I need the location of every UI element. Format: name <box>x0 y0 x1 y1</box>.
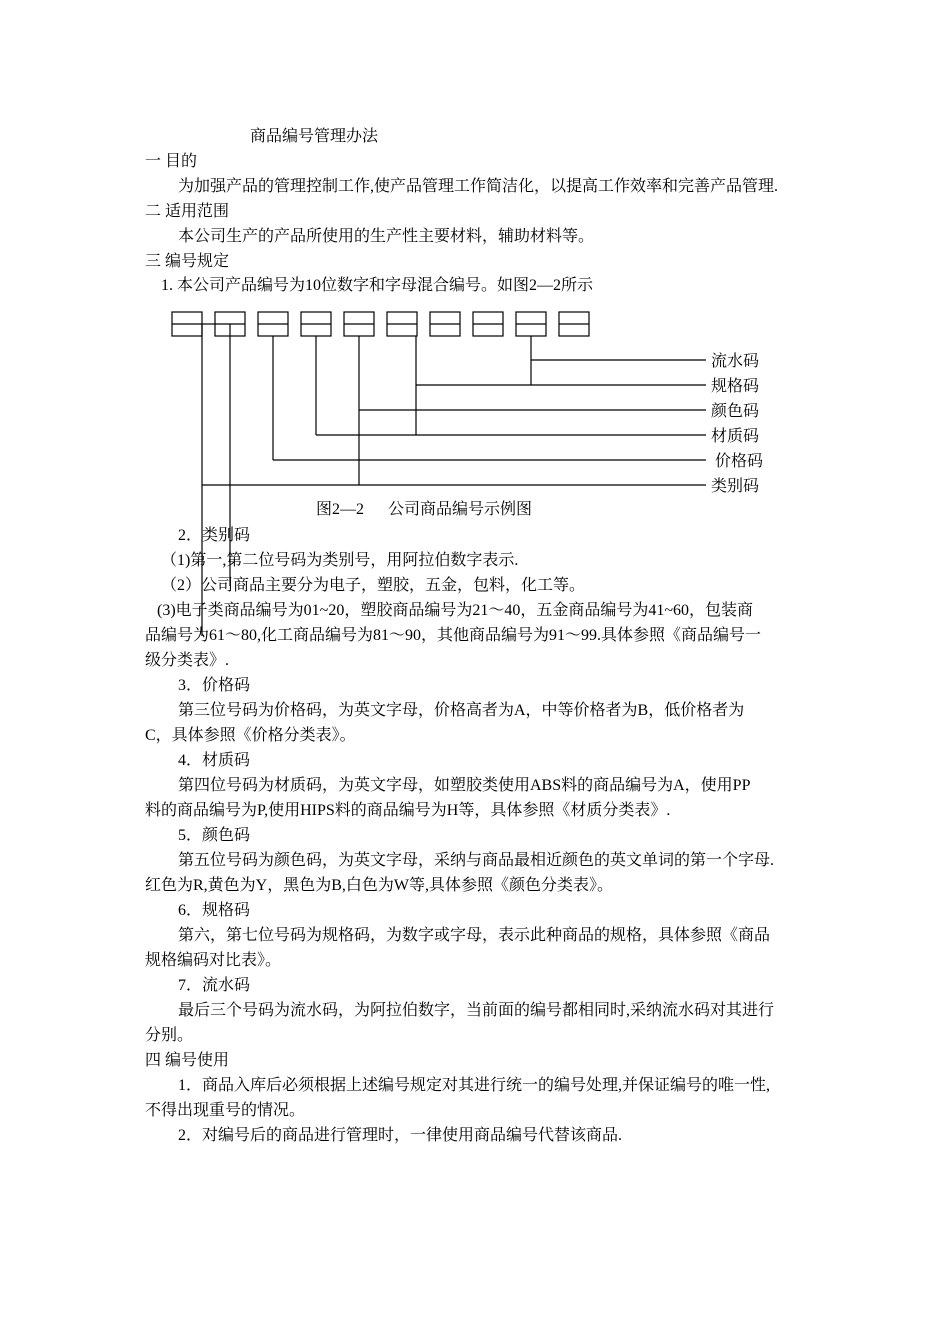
paragraph-line: 分别。 <box>145 1027 194 1044</box>
paragraph-line: 第五位号码为颜色码，为英文字母，采纳与商品最相近颜色的英文单词的第一个字母. <box>178 852 775 869</box>
label-color-code: 颜色码 <box>711 403 760 420</box>
paragraph-line: 1. 本公司产品编号为10位数字和字母混合编号。如图2—2所示 <box>161 277 594 294</box>
paragraph-line: 1．商品入库后必须根据上述编号规定对其进行统一的编号处理,并保证编号的唯一性, <box>178 1077 771 1094</box>
paragraph-line: 第四位号码为材质码，为英文字母，如塑胶类使用ABS料的商品编号为A，使用PP <box>178 777 751 794</box>
label-price-code: 价格码 <box>715 453 764 470</box>
paragraph-line: 品编号为61～80,化工商品编号为81～90，其他商品编号为91～99.具体参照《商品编号一 <box>145 627 762 644</box>
diagram-caption: 图2—2 公司商品编号示例图 <box>316 501 533 518</box>
paragraph-line: 第三位号码为价格码，为英文字母，价格高者为A，中等价格者为B，低价格者为 <box>178 702 745 719</box>
subheading-color: 5．颜色码 <box>178 827 251 844</box>
paragraph-line: （2）公司商品主要分为电子，塑胶，五金，包料，化工等。 <box>161 577 586 594</box>
paragraph-line: C，具体参照《价格分类表》。 <box>145 727 356 744</box>
label-serial-code: 流水码 <box>711 353 760 370</box>
paragraph-line: 本公司生产的产品所使用的生产性主要材料，辅助材料等。 <box>178 228 595 245</box>
code-digit-boxes <box>172 312 589 336</box>
subheading-spec: 6．规格码 <box>178 902 251 919</box>
paragraph-line: 为加强产品的管理控制工作,使产品管理工作简洁化，以提高工作效率和完善产品管理. <box>178 178 779 195</box>
label-material-code: 材质码 <box>711 428 760 445</box>
paragraph-line: 规格编码对比表》。 <box>145 952 282 969</box>
paragraph-line: 料的商品编号为P,使用HIPS料的商品编号为H等，具体参照《材质分类表》. <box>145 802 671 819</box>
paragraph-line: (3)电子类商品编号为01~20，塑胶商品编号为21～40，五金商品编号为41~60，包装商 <box>157 602 753 619</box>
subheading-price: 3．价格码 <box>178 677 251 694</box>
paragraph-line: 级分类表》. <box>145 652 230 669</box>
diagram-labels <box>711 352 763 495</box>
subheading-serial: 7．流水码 <box>178 977 251 994</box>
label-category-code: 类别码 <box>711 478 760 495</box>
section-heading-rules: 三 编号规定 <box>145 253 230 270</box>
section-heading-purpose: 一 目的 <box>145 153 198 170</box>
section-heading-usage: 四 编号使用 <box>145 1052 230 1069</box>
subheading-category: 2．类别码 <box>178 527 251 544</box>
paragraph-line: 最后三个号码为流水码，为阿拉伯数字，当前面的编号都相同时,采纳流水码对其进行 <box>178 1002 775 1019</box>
subheading-material: 4．材质码 <box>178 752 251 769</box>
paragraph-line: 红色为R,黄色为Y，黑色为B,白色为W等,具体参照《颜色分类表》。 <box>145 877 614 894</box>
section-heading-scope: 二 适用范围 <box>145 203 230 220</box>
code-structure-diagram <box>0 0 950 640</box>
paragraph-line: （1)第一,第二位号码为类别号，用阿拉伯数字表示. <box>161 552 519 569</box>
paragraph-line: 不得出现重号的情况。 <box>145 1102 306 1119</box>
paragraph-line: 第六，第七位号码为规格码，为数字或字母，表示此种商品的规格，具体参照《商品 <box>178 927 771 944</box>
label-spec-code: 规格码 <box>711 378 760 395</box>
document-title: 商品编号管理办法 <box>250 128 379 145</box>
paragraph-line: 2．对编号后的商品进行管理时，一律使用商品编号代替该商品. <box>178 1127 623 1144</box>
